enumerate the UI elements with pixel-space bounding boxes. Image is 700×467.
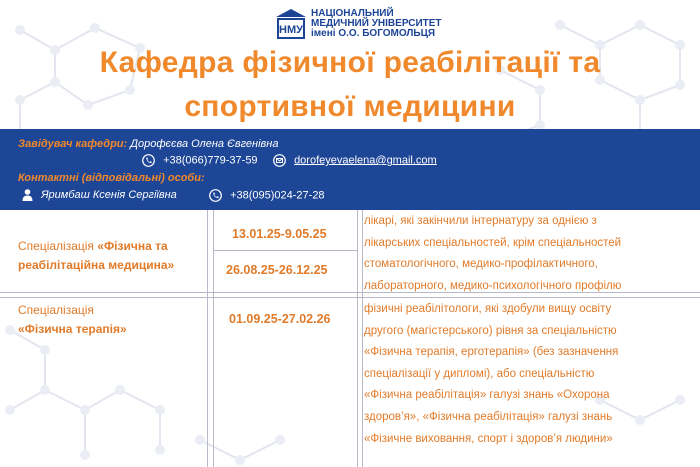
head-row [18,138,278,150]
schedule-table [0,210,700,467]
email-icon [273,154,286,167]
table-divider [362,210,363,467]
person-icon [22,189,33,201]
description-line: лабораторного, медико-психологічного профілю [364,279,622,292]
table-divider [357,210,358,467]
phone-icon [209,189,222,202]
table-divider [213,250,357,251]
description-line: фізичні реабілітологи, які здобули вищу освіту [364,303,612,315]
contact-person-row [22,189,177,201]
university-name-line2: МЕДИЧНИЙ УНІВЕРСИТЕТ [311,18,442,29]
page-title-line2: спортивної медицини [184,90,516,123]
head-label: Завідувач кафедри: [18,138,128,150]
spec-title: «Фізична терапія» [18,322,127,336]
table-row-description [364,299,696,450]
description-line: здоров’я», «Фізична реабілітація» галузі знань [364,410,613,423]
university-emblem-icon [275,8,307,40]
contact-phone: +38(095)024-27-28 [230,189,325,202]
table-row-description [364,211,696,297]
contact-name: Яримбаш Ксенія Сергіївна [41,189,177,201]
contact-label-row [18,172,205,184]
description-line: «Фізична терапія, ерготерапія» (без зазначення [364,346,619,359]
spec-prefix: Спеціалізація [18,303,94,317]
course-dates: 13.01.25-9.05.25 [232,227,327,241]
spec-title: «Фізична та [97,239,168,253]
contacts-panel [0,129,700,210]
head-email-link[interactable]: dorofeyevaelena@gmail.com [294,154,437,167]
university-name [311,9,442,39]
university-name-line1: НАЦІОНАЛЬНИЙ [311,8,394,19]
spec-prefix: Спеціалізація [18,239,98,253]
head-email-row [273,154,437,167]
page-title-line1: Кафедра фізичної реабілітації та [99,46,601,79]
description-line: «Фізична реабілітація» галузі знань «Охорона [364,389,610,402]
description-line: другого (магістерського) рівня за спеціальністю [364,324,617,337]
table-row-specialization [18,237,204,275]
description-line: стоматологічного, медико-профілактичного, [364,258,598,271]
course-dates: 26.08.25-26.12.25 [226,263,328,277]
head-phone: +38(066)779-37-59 [163,154,258,167]
description-line: спеціалізації у дипломі), або спеціальністю [364,367,595,380]
phone-icon [142,154,155,167]
head-phone-row [142,154,258,167]
contact-label: Контактні (відповідальні) особи: [18,172,205,184]
university-name-line3: імені О.О. БОГОМОЛЬЦЯ [311,28,436,39]
table-divider [207,210,208,467]
head-name: Дорофєєва Олена Євгенівна [130,138,279,150]
contact-phone-row [209,189,325,202]
emblem-letters: НМУ [279,24,303,36]
description-line: лікарських спеціальностей, крім спеціальностей [364,236,622,249]
description-line: лікарі, які закінчили інтернатуру за однією з [364,215,597,227]
table-divider [213,210,214,467]
course-dates: 01.09.25-27.02.26 [229,312,331,326]
university-logo [275,8,442,40]
spec-title: реабілітаційна медицина» [18,258,175,272]
table-row-specialization [18,301,204,339]
description-line: «Фізичне виховання, спорт і здоров’я людини» [364,432,613,445]
